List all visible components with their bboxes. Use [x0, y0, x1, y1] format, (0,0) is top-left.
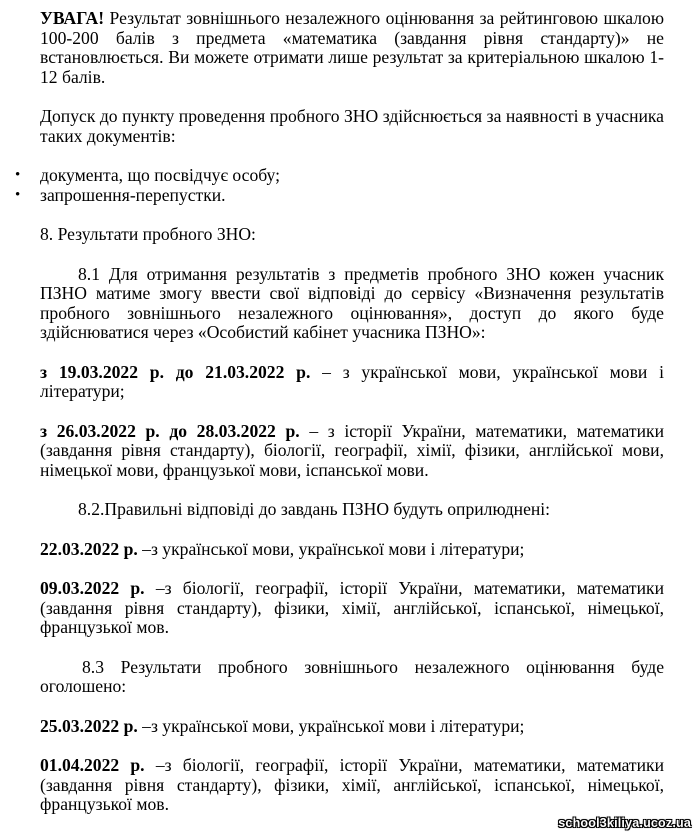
- period-2-text: – з історії України, математики, математики (завдання рівня стандарту), біології, географії, хімії, фізики, англійської мови, німецької мови, французької мови, іспанської мови.: [40, 420, 664, 480]
- answers-2-text: –з біології, географії, історії України, математики, математики (завдання рівня стандарту), фізики, хімії, англійської, іспанської, німецької, французької мов.: [40, 578, 664, 637]
- results-2-paragraph: [40, 756, 664, 815]
- documents-list: [40, 166, 664, 205]
- site-watermark: school3kiliya.ucoz.ua: [558, 816, 691, 830]
- results-2-text: –з біології, географії, історії України, математики, математики (завдання рівня стандарту), фізики, хімії, англійської, іспанської, німецької, французької мов.: [40, 755, 664, 814]
- answers-1-paragraph: [40, 540, 664, 560]
- period-2-paragraph: [40, 422, 664, 481]
- answers-2-date: 09.03.2022 р.: [40, 578, 145, 598]
- period-1-paragraph: [40, 363, 664, 402]
- answers-2-paragraph: [40, 579, 664, 638]
- results-1-date: 25.03.2022 р.: [40, 715, 138, 736]
- admission-paragraph: Допуск до пункту проведення пробного ЗНО здійснюється за наявності в учасника таких документів:: [40, 106, 664, 146]
- results-1-paragraph: [40, 717, 664, 737]
- section-8-1-paragraph: 8.1 Для отримання результатів з предметів пробного ЗНО кожен учасник ПЗНО матиме змогу ввести свої відповіді до сервісу «Визначення результатів пробного зовнішнього незалежного оцінювання», доступ до якого буде здійснюватися через «Особистий кабінет учасника ПЗНО»:: [40, 263, 664, 342]
- document-page: [40, 9, 664, 815]
- section-8-2-paragraph: 8.2.Правильні відповіді до завдань ПЗНО будуть оприлюднені:: [78, 499, 551, 519]
- period-1-dates: з 19.03.2022 р. до 21.03.2022 р.: [40, 361, 311, 382]
- period-1-text: – з української мови, української мови і літератури;: [40, 361, 664, 401]
- attention-paragraph: [40, 9, 664, 87]
- section-8-3-paragraph: 8.3 Результати пробного зовнішнього незалежного оцінювання буде оголошено:: [40, 656, 664, 696]
- answers-1-date: 22.03.2022 р.: [40, 538, 138, 559]
- period-2-dates: з 26.03.2022 р. до 28.03.2022 р.: [40, 420, 300, 441]
- list-item: • документа, що посвідчує особу;: [40, 166, 664, 186]
- list-item: • запрошення-перепустки.: [40, 186, 664, 206]
- results-2-date: 01.04.2022 р.: [40, 755, 145, 775]
- section-8-heading: 8. Результати пробного ЗНО:: [40, 224, 256, 244]
- attention-label: УВАГА!: [40, 8, 105, 28]
- results-1-text: –з української мови, української мови і літератури;: [137, 715, 525, 736]
- answers-1-text: –з української мови, української мови і літератури;: [137, 538, 525, 559]
- attention-text: Результат зовнішнього незалежного оцінювання за рейтинговою шкалою 100-200 балів з предмета «математика (завдання рівня стандарту)» не встановлюється. Ви можете отримати лише результат за критеріальною шкалою 1-12 балів.: [40, 8, 664, 87]
